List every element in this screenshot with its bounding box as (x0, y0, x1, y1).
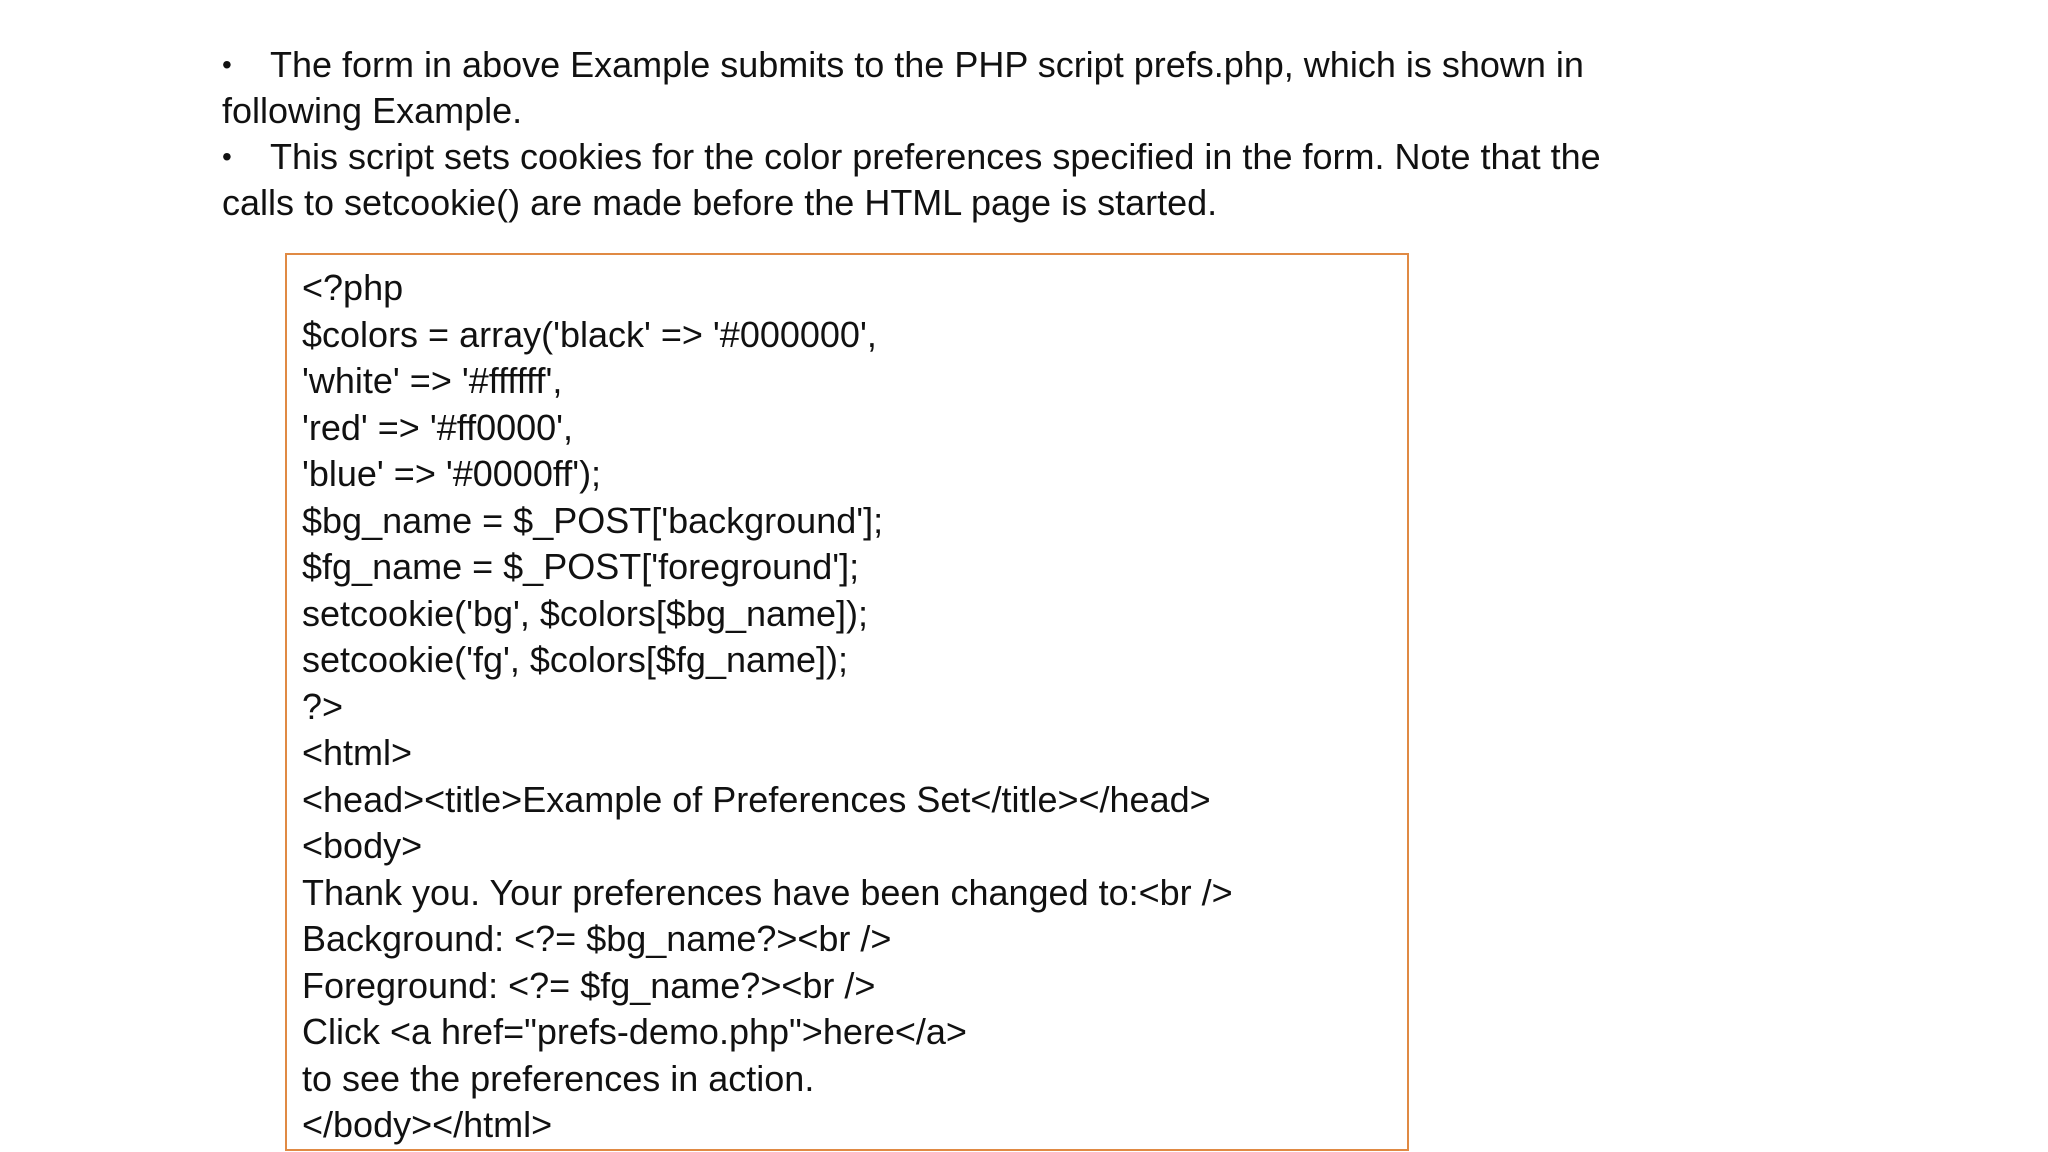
code-line: Foreground: <?= $fg_name?><br /> (302, 964, 876, 1006)
code-line: <body> (302, 825, 423, 866)
code-line: Background: <?= $bg_name?><br /> (302, 918, 892, 959)
code-line: 'blue' => '#0000ff'); (302, 453, 602, 494)
code-line: <head><title>Example of Preferences Set</title></head> (302, 778, 1211, 820)
bullet-list (222, 42, 1642, 226)
code-line: Thank you. Your preferences have been changed to:<br /> (302, 871, 1233, 913)
code-line: 'white' => '#ffffff', (302, 360, 563, 401)
code-line: to see the preferences in action. (302, 1057, 815, 1099)
code-line: ?> (302, 685, 344, 727)
code-line: setcookie('bg', $colors[$bg_name]); (302, 592, 869, 634)
code-line: </body></html> (302, 1104, 553, 1145)
bullet-item (222, 134, 1642, 226)
code-line: 'red' => '#ff0000', (302, 406, 574, 448)
code-line: $bg_name = $_POST['background']; (302, 499, 884, 541)
bullet-text-line: This script sets cookies for the color preferences specified in the form. Note that the (270, 136, 1601, 177)
bullet-icon: • (222, 141, 232, 172)
code-line: Click <a href="prefs-demo.php">here</a> (302, 1011, 967, 1052)
code-line: $fg_name = $_POST['foreground']; (302, 546, 860, 587)
code-line: <?php (302, 267, 404, 308)
bullet-icon: • (222, 49, 232, 80)
code-listing (285, 253, 1409, 1151)
bullet-text-line: The form in above Example submits to the PHP script prefs.php, which is shown in (270, 44, 1584, 85)
bullet-text-line: calls to setcookie() are made before the HTML page is started. (222, 182, 1218, 223)
bullet-text-line: following Example. (222, 90, 523, 131)
bullet-item (222, 42, 1642, 134)
code-line: setcookie('fg', $colors[$fg_name]); (302, 639, 849, 680)
code-line: $colors = array('black' => '#000000', (302, 313, 877, 355)
code-line: <html> (302, 732, 413, 773)
